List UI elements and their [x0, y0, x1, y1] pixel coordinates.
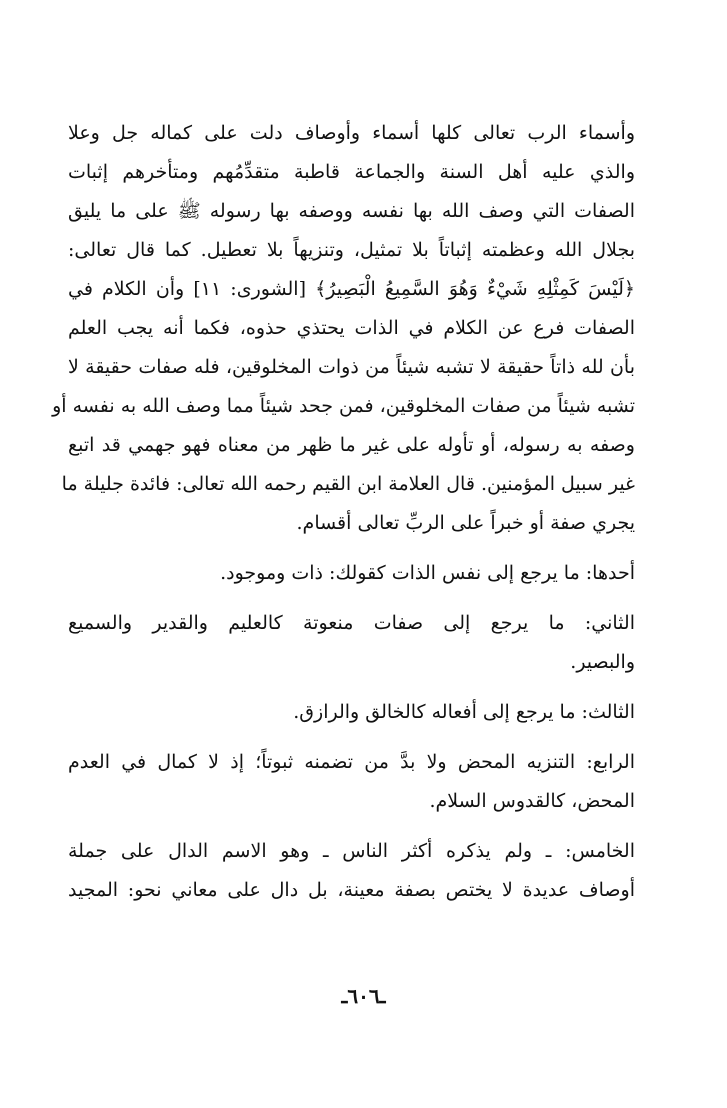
- paragraph-3: [68, 604, 635, 682]
- text-line: الصفات فرع عن الكلام في الذات يحتذي حذوه، فكما أنه يجب العلم: [68, 317, 635, 339]
- paragraph-5: [68, 743, 635, 821]
- text-line: أوصاف عديدة لا يختص بصفة معينة، بل دال على معاني نحو: المجيد: [68, 879, 635, 901]
- page-body: [52, 114, 635, 921]
- paragraph-2: [68, 554, 635, 593]
- paragraph-1: [52, 114, 635, 543]
- text-line: بجلال الله وعظمته إثباتاً بلا تمثيل، وتنزيهاً بلا تعطيل. كما قال تعالى:: [68, 239, 635, 261]
- text-line: والبصير.: [570, 651, 635, 673]
- text-line: الثاني: ما يرجع إلى صفات منعوتة كالعليم والقدير والسميع: [68, 612, 635, 634]
- text-line: الخامس: ـ ولم يذكره أكثر الناس ـ وهو الاسم الدال على جملة: [68, 840, 635, 862]
- text-line: غير سبيل المؤمنين. قال العلامة ابن القيم رحمه الله تعالى: فائدة جليلة ما: [61, 473, 635, 495]
- text-line: بأن لله ذاتاً حقيقة لا تشبه شيئاً من ذوات المخلوقين، فله صفات حقيقة لا: [68, 356, 635, 378]
- paragraph-4: [68, 693, 635, 732]
- text-line: الثالث: ما يرجع إلى أفعاله كالخالق والرازق.: [293, 701, 635, 723]
- text-line: وصفه به رسوله، أو تأوله على غير ما ظهر من معناه فهو جهمي قد اتبع: [68, 434, 635, 456]
- text-line: ﴿لَيْسَ كَمِثْلِهِ شَيْءٌ وَهُوَ السَّمِيعُ الْبَصِيرُ﴾ [الشورى: ١١] وأن الكلام في: [68, 278, 635, 300]
- text-line: الصفات التي وصف الله بها نفسه ووصفه بها رسوله ﷺ على ما يليق: [68, 200, 635, 222]
- text-line: وأسماء الرب تعالى كلها أسماء وأوصاف دلت على كماله جل وعلا: [68, 122, 635, 144]
- text-line: أحدها: ما يرجع إلى نفس الذات كقولك: ذات وموجود.: [220, 562, 635, 584]
- text-line: المحض، كالقدوس السلام.: [429, 790, 635, 812]
- text-line: الرابع: التنزيه المحض ولا بدَّ من تضمنه ثبوتاً؛ إذ لا كمال في العدم: [68, 751, 635, 773]
- text-line: يجري صفة أو خبراً على الربِّ تعالى أقسام.: [296, 512, 635, 534]
- page-number: ـ٦٠٦ـ: [341, 984, 386, 1008]
- text-line: تشبه شيئاً من صفات المخلوقين، فمن جحد شيئاً مما وصف الله به نفسه أو: [52, 395, 635, 417]
- text-line: والذي عليه أهل السنة والجماعة قاطبة متقدِّمُهم ومتأخرهم إثبات: [68, 161, 635, 183]
- paragraph-6: [68, 832, 635, 910]
